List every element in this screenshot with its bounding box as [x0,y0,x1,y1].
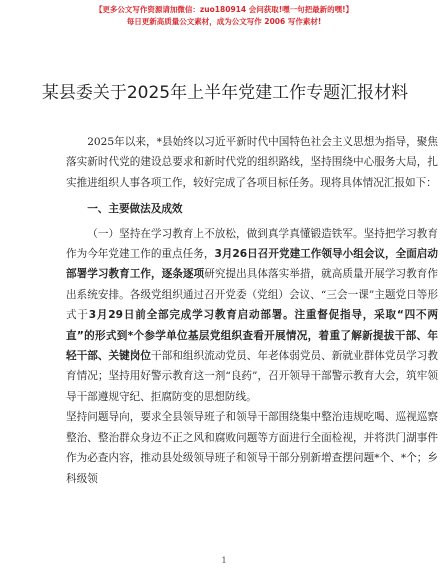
paragraph-text: 规吃喝、巡视巡察整治、整治群众身边不正之风和腐败问题等方面进行全面检视，并将洪门湖事件作为必查内容，推动县处级领导班子和领导干部分别新增查摆问题*个、*个；乡科级领 [66,411,439,485]
paragraph-text: 示教育大会，筑牢领导干部遵规守纪、拒腐防变的思想防线。 [66,370,438,403]
paragraph-text: 研究提出具体落实举措，就高质量开展学习教育作出系统安排。各级党组织通过召开党委（党组）会议、“三会一课”主题党日等形式于 [66,268,439,322]
promo-banner [0,4,448,27]
document-body [66,132,438,489]
promo-banner-line-1: 【更多公文写作资源请加微信：zuo180914 会问获取!嘿一句把最新的嘿!】 [94,5,354,14]
promo-banner-line-2: 每日更新高质量公文素材，成为公文写作 2006 写作素材! [126,17,322,26]
document-title: 某县委关于2025年上半年党建工作专题汇报材料 [41,83,409,103]
section-heading: 一、主要做法及成效 [87,203,183,216]
paragraph-learning-education [66,224,438,408]
paragraph-bold-text: 3月26日召开党建工作领导小组会议，全面启动部署学习教育工作，逐条逐项 [66,248,438,281]
intro-paragraph: 2025年以来，*县始终以习近平新时代中国特色社会主义思想为指导，聚焦落实新时代党的建设总要求和新时代党的组织路线，坚持围绕中心服务大局，扎实推进组织人事各项工作，较好完成了各项目标任务。现将具体情况汇报如下： [66,136,438,189]
paragraph-text: 干部和组织流动党员、年老体弱党员、新就业群体党员学习教育情况；坚持用好警示教育这一剂“良药”，召开领导干部警 [66,350,439,383]
paragraph-problem-oriented [66,407,438,489]
paragraph-text: （一）坚持在学习教育上不放松，做到真学真懂锻造铁军。坚持把学习教育作为今年党建工作的重点任务， [66,227,438,261]
paragraph-text: 坚持问题导向，要求全县领导班子和领导干部围绕集中整治违 [66,411,353,424]
paragraph-bold-text: 3月29日前全部完成学习教育启动部署。注重督促指导，采取“四不两直”的形式到*个参学单位基层党组织查看开展情况，着重了解新提拔干部、年轻干部、关键岗位 [66,309,439,363]
page-number: 1 [221,556,227,565]
